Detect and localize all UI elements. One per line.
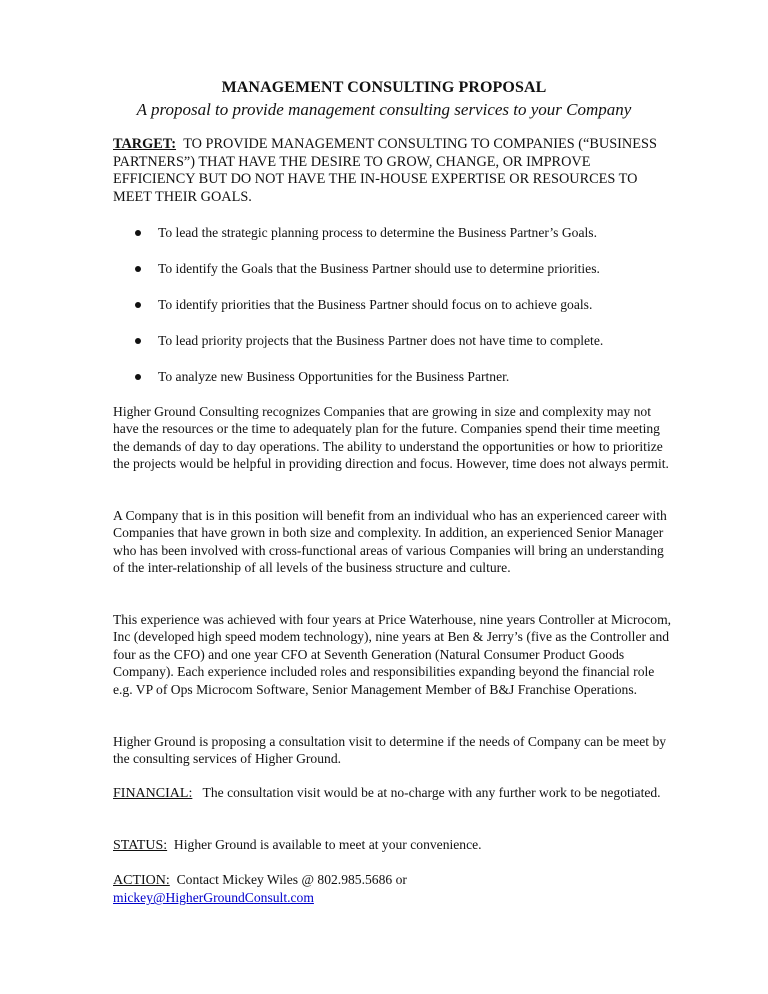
target-label: TARGET: <box>113 136 177 152</box>
paragraph-experience: This experience was achieved with four years at Price Waterhouse, nine years Controller at Microcom, Inc (developed high speed modem technology), nine years at Ben & Jerry’s (five as the Controller and four as the CFO) and one year CFO at Seventh Generation (Natural Consumer Product Goods Company). Each experience included roles and responsibilities expanding beyond the financial role e.g. VP of Ops Microcom Software, Senior Management Member of B&J Franchise Operations. <box>113 612 672 697</box>
bullet-icon <box>135 374 141 380</box>
target-section <box>113 136 673 206</box>
bullet-icon <box>135 338 141 344</box>
status-section <box>113 836 673 854</box>
list-item-text: To lead the strategic planning process to determine the Business Partner’s Goals. <box>158 225 597 240</box>
paragraph-benefit: A Company that is in this position will benefit from an individual who has an experienced career with Companies that have grown in both size and complexity. In addition, an experienced Senior Manager who has been involved with cross-functional areas of various Companies will bring an understanding of the inter-relationship of all levels of the business structure and culture. <box>113 508 667 576</box>
action-label: ACTION: <box>113 873 170 888</box>
financial-label: FINANCIAL: <box>113 786 193 801</box>
bullet-icon <box>135 230 141 236</box>
bullet-icon <box>135 302 141 308</box>
list-item-text: To identify the Goals that the Business Partner should use to determine priorities. <box>158 261 600 276</box>
goals-list <box>113 224 693 404</box>
document-subtitle: A proposal to provide management consulting services to your Company <box>136 100 632 119</box>
financial-text: The consultation visit would be at no-charge with any further work to be negotiated. <box>202 785 661 800</box>
list-item-text: To analyze new Business Opportunities for the Business Partner. <box>158 369 510 384</box>
financial-section <box>113 784 673 802</box>
list-item <box>113 224 693 260</box>
action-text: Contact Mickey Wiles @ 802.985.5686 or <box>176 872 407 887</box>
list-item <box>113 296 693 332</box>
list-item <box>113 332 693 368</box>
paragraph-proposal: Higher Ground is proposing a consultation visit to determine if the needs of Company can be meet by the consulting services of Higher Ground. <box>113 734 667 767</box>
list-item-text: To lead priority projects that the Business Partner does not have time to complete. <box>158 333 604 348</box>
status-text: Higher Ground is available to meet at your convenience. <box>173 837 482 852</box>
email-link[interactable]: mickey@HigherGroundConsult.com <box>113 890 314 906</box>
status-label: STATUS: <box>113 838 168 853</box>
list-item-text: To identify priorities that the Business Partner should focus on to achieve goals. <box>158 297 593 312</box>
document-title: MANAGEMENT CONSULTING PROPOSAL <box>221 79 547 96</box>
bullet-icon <box>135 266 141 272</box>
paragraph-company-needs: Higher Ground Consulting recognizes Companies that are growing in size and complexity may not have the resources or the time to adequately plan for the future. Companies spend their time meeting the demands of day to day operations. The ability to understand the opportunities or how to prioritize the projects would be helpful in providing direction and focus. However, time does not always permit. <box>113 404 669 472</box>
list-item <box>113 368 693 404</box>
list-item <box>113 260 693 296</box>
target-text: TO PROVIDE MANAGEMENT CONSULTING TO COMPANIES (“BUSINESS PARTNERS”) THAT HAVE THE DESIRE TO GROW, CHANGE, OR IMPROVE EFFICIENCY BUT DO NOT HAVE THE IN-HOUSE EXPERTISE OR RESOURCES TO MEET THEIR GOALS. <box>113 136 657 205</box>
action-section <box>113 871 673 907</box>
